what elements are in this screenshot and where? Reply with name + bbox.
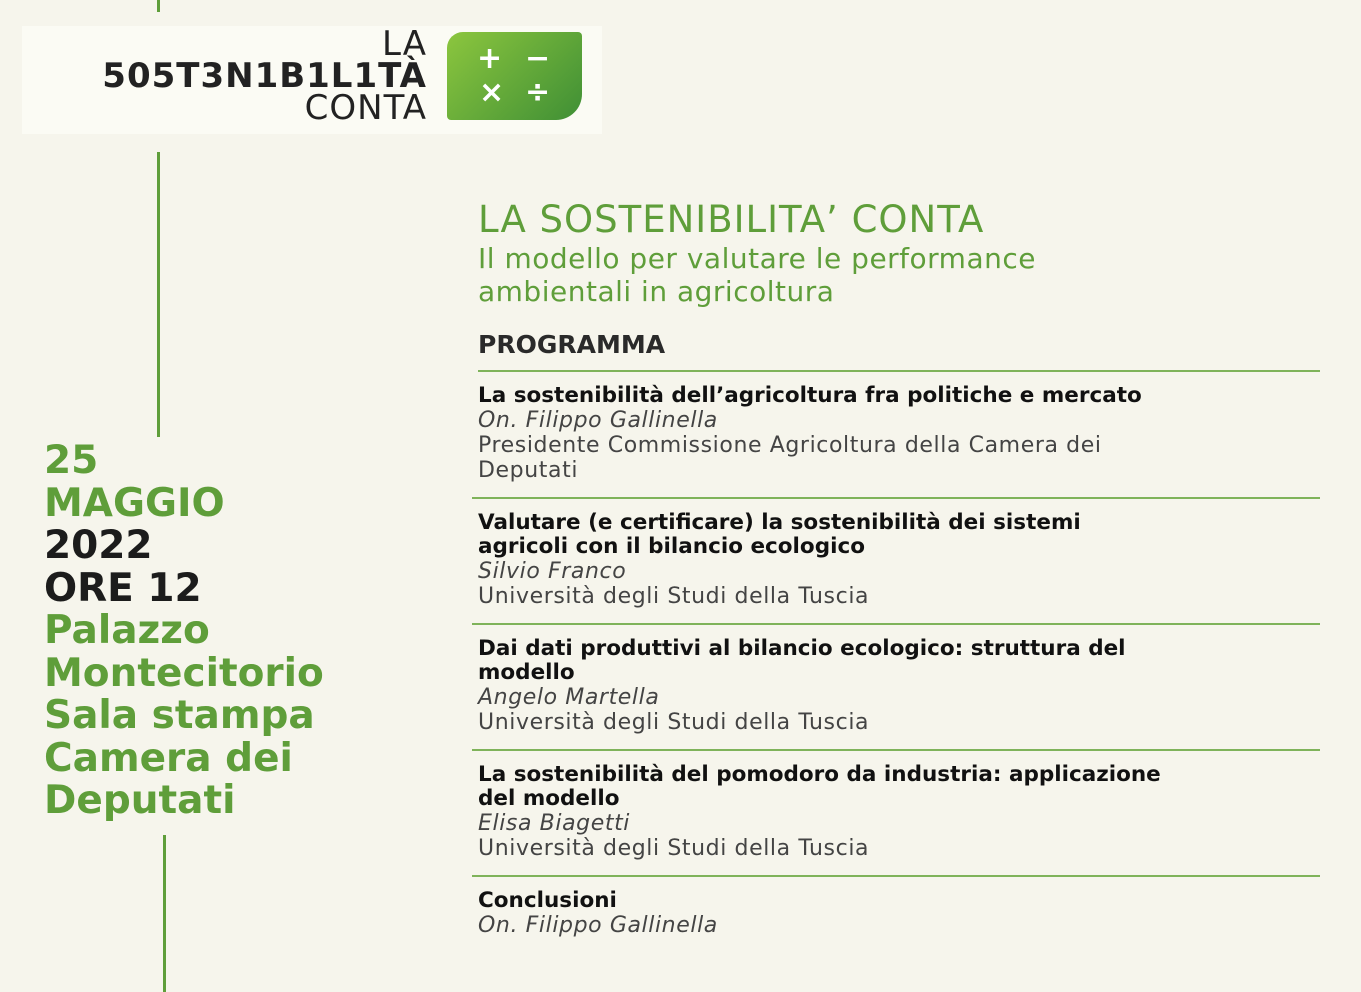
venue-line: Deputati [44,778,236,823]
program-item-speaker: On. Filippo Gallinella [478,913,718,938]
logo-line-3: CONTA [304,88,427,128]
subtitle-line-2: ambientali in agricoltura [478,275,835,308]
event-day: 25 [44,438,99,483]
program-item-affiliation: Università degli Studi della Tuscia [478,584,870,609]
program-item-speaker: Elisa Biagetti [478,811,631,836]
minus-icon: − [525,41,551,76]
logo-line-2: 505T3N1B1L1TÀ [102,56,427,96]
event-time: ORE 12 [44,565,202,611]
decorative-line-top [157,0,160,12]
multiply-icon: × [479,75,505,110]
plus-icon: + [477,41,503,76]
divide-icon: ÷ [525,75,551,110]
decorative-line-bottom [163,835,166,992]
venue-line: Sala stampa [44,693,315,738]
program-item-title: Dai dati produttivi al bilancio ecologico: struttura del modello [478,636,1126,685]
math-symbols-icon [447,32,582,120]
page-subtitle [478,242,1320,308]
program-item-title: Valutare (e certificare) la sostenibilità dei sistemi agricoli con il bilancio ecologico [478,510,1081,559]
program-item [472,499,1320,625]
logo-wordmark [102,24,427,128]
venue-line: Montecitorio [44,650,324,696]
program-item-speaker: Silvio Franco [478,559,627,584]
program-item [472,751,1320,877]
venue-line: Camera dei [44,735,293,781]
program-column [472,200,1320,952]
program-item [472,877,1320,952]
program-item-affiliation: Presidente Commissione Agricoltura della Camera dei Deputati [478,433,1102,483]
page-title: LA SOSTENIBILITA’ CONTA [478,198,985,241]
program-item-title: La sostenibilità dell’agricoltura fra politiche e mercato [478,383,1142,408]
program-heading: PROGRAMMA [478,330,1320,372]
program-item-speaker: Angelo Martella [478,685,660,710]
program-item-affiliation: Università degli Studi della Tuscia [478,710,870,735]
program-item [472,625,1320,751]
program-item-speaker: On. Filippo Gallinella [478,408,718,433]
event-year: 2022 [44,523,153,568]
program-item [472,372,1320,499]
logo [22,26,602,134]
subtitle-line-1: Il modello per valutare le performance [478,242,1036,275]
program-item-title: La sostenibilità del pomodoro da industria: applicazione del modello [478,762,1161,811]
venue-line: Palazzo [44,608,210,653]
event-month: MAGGIO [44,480,225,526]
logo-line-1: LA [382,24,427,64]
decorative-line-middle [157,152,160,437]
event-details [44,440,324,823]
program-item-affiliation: Università degli Studi della Tuscia [478,836,870,861]
program-item-title: Conclusioni [478,888,617,913]
